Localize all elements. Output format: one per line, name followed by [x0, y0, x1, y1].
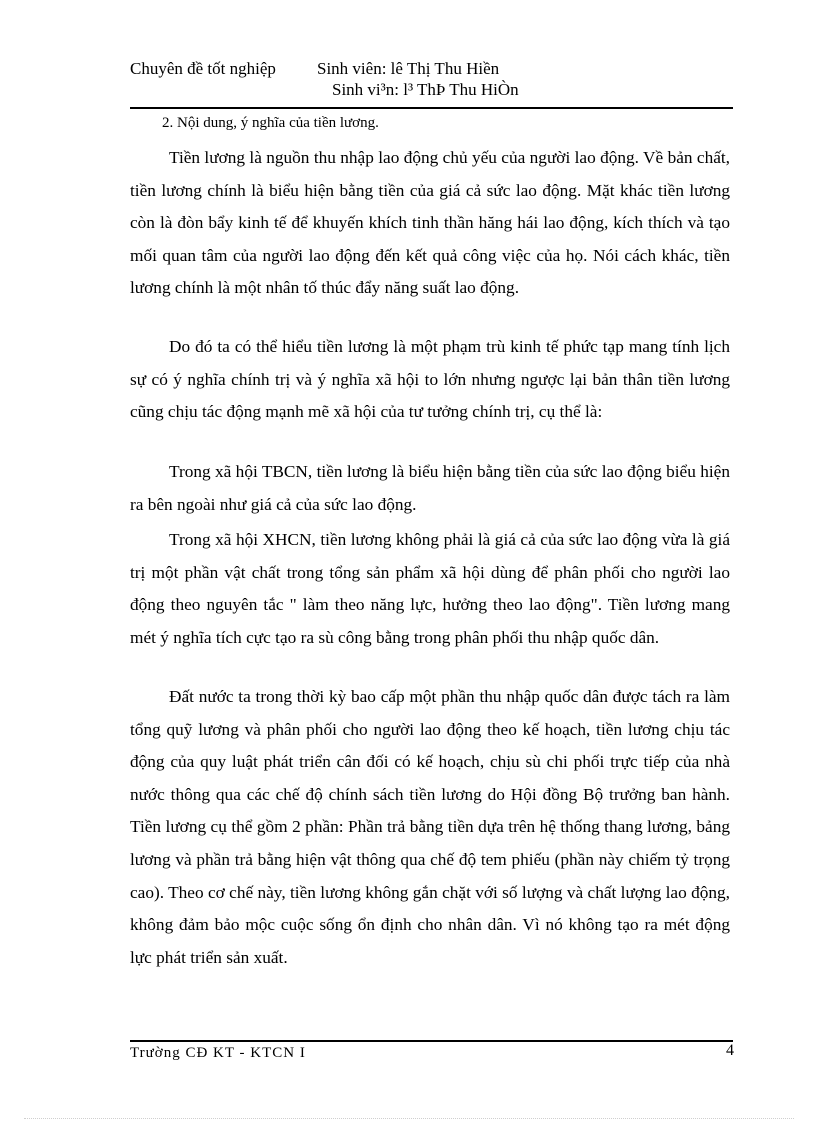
- header-student-garbled: Sinh vi³n: l³ ThÞ Thu HiÒn: [332, 80, 519, 99]
- page-number: 4: [726, 1042, 734, 1059]
- footer-school: Trường CĐ KT - KTCN I: [130, 1045, 306, 1061]
- paragraph-4: Trong xã hội XHCN, tiền lương không phải là giá cả của sức lao động vừa là giá trị một phần vật chất trong tổng sản phẩm xã hội dùng để phân phối cho người lao động theo nguyên tắc " làm theo năng lực, hưởng theo lao động". Tiền lương mang mét ý nghĩa tích cực tạo ra sù công bằng trong phân phối thu nhập quốc dân.: [130, 530, 730, 647]
- header-title: Chuyên đề tốt nghiệp: [130, 59, 276, 78]
- page-bottom-dotted-line: [24, 1118, 794, 1119]
- paragraph-2: Do đó ta có thể hiểu tiền lương là một phạm trù kinh tế phức tạp mang tính lịch sự có ý nghĩa chính trị và ý nghĩa xã hội to lớn nhưng ngược lại bản thân tiền lương cũng chịu tác động mạnh mẽ xã hội của tư tưởng chính trị, cụ thể là:: [130, 337, 730, 422]
- paragraph-3: Trong xã hội TBCN, tiền lương là biểu hiện bằng tiền của sức lao động biểu hiện ra bên ngoài như giá cả của sức lao động.: [130, 462, 730, 514]
- section-heading: 2. Nội dung, ý nghĩa của tiền lương.: [162, 115, 379, 131]
- header-divider: [130, 107, 733, 109]
- footer-divider: [130, 1040, 733, 1042]
- paragraph-1: Tiền lương là nguồn thu nhập lao động chủ yếu của người lao động. Về bản chất, tiền lương chính là biểu hiện bằng tiền của giá cả sức lao động. Mặt khác tiền lương còn là đòn bẩy kinh tế để khuyến khích tinh thần hăng hái lao động, kích thích và tạo mối quan tâm của người lao động đến kết quả công việc của họ. Nói cách khác, tiền lương chính là một nhân tố thúc đẩy năng suất lao động.: [130, 148, 730, 298]
- paragraph-5: Đất nước ta trong thời kỳ bao cấp một phần thu nhập quốc dân được tách ra làm tổng quỹ lương và phân phối cho người lao động theo kế hoạch, tiền lương chịu tác động của quy luật phát triển cân đối có kế hoạch, chịu sù chi phối trực tiếp của nhà nước thông qua các chế độ chính sách tiền lương do Hội đồng Bộ trưởng ban hành. Tiền lương cụ thể gồm 2 phần: Phần trả bằng tiền dựa trên hệ thống thang lương, bảng lương và phần trả bằng hiện vật thông qua chế độ tem phiếu (phần này chiếm tỷ trọng cao). Theo cơ chế này, tiền lương không gắn chặt với số lượng và chất lượng lao động, không đảm bảo mộc cuộc sống ổn định cho nhân dân. Vì nó không tạo ra mét động lực phát triển sản xuất.: [130, 687, 730, 967]
- header-student: Sinh viên: lê Thị Thu Hiền: [317, 59, 500, 78]
